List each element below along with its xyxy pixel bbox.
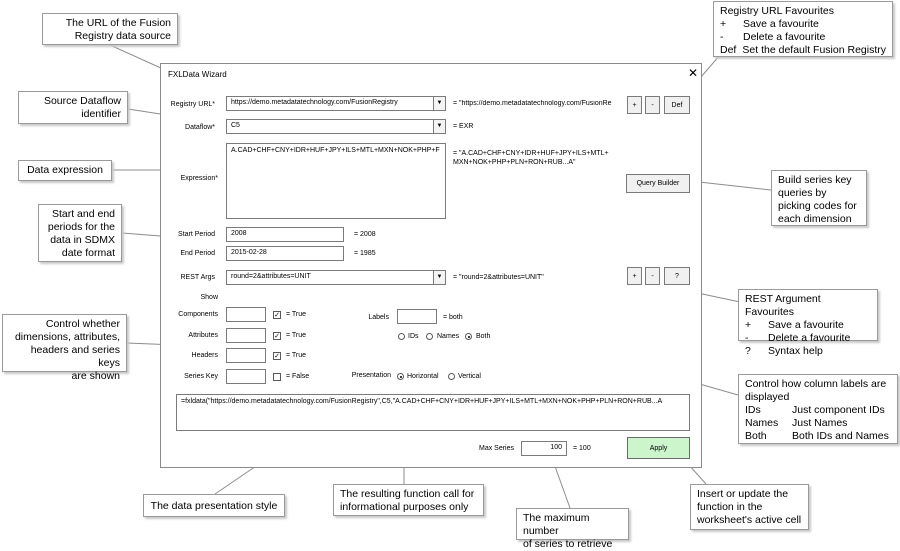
max-series-echo: = 100 <box>573 445 591 452</box>
headers-echo: = True <box>286 352 307 359</box>
expression-textarea[interactable]: A.CAD+CHF+CNY+IDR+HUF+JPY+ILS+MTL+MXN+NOK+PHP+F <box>226 143 446 219</box>
presentation-vertical-option: Vertical <box>458 373 481 380</box>
rest-save-favourite-button[interactable]: + <box>627 267 642 285</box>
max-series-label: Max Series <box>478 445 514 452</box>
callout-labels: Control how column labels are displayed IDs Just component IDs Names Just Names Both Both IDs and Names <box>738 374 898 444</box>
callout-max-series: The maximum number of series to retrieve <box>516 508 629 540</box>
attributes-checkbox[interactable]: ✓ <box>274 333 280 340</box>
registry-url-echo: = "https://demo.metadatatechnology.com/FusionRe <box>453 100 612 107</box>
attributes-label: Attributes <box>188 332 218 339</box>
callout-periods: Start and end periods for the data in SDMX date format <box>38 204 122 262</box>
callout-query-builder: Build series key queries by picking codes for each dimension <box>771 170 867 226</box>
chevron-down-icon[interactable]: ▼ <box>433 271 445 284</box>
rest-syntax-help-button[interactable]: ? <box>664 267 690 285</box>
chevron-down-icon[interactable]: ▼ <box>433 97 445 110</box>
headers-checkbox[interactable]: ✓ <box>274 353 280 360</box>
dataflow-label: Dataflow* <box>185 124 215 131</box>
end-period-label: End Period <box>180 250 215 257</box>
callout-registry-favourites: Registry URL Favourites + Save a favourite - Delete a favourite Def Set the default Fusion Registry <box>713 1 893 57</box>
attributes-input[interactable] <box>226 328 266 343</box>
callout-function-call: The resulting function call for informational purposes only <box>333 484 484 516</box>
series-key-input[interactable] <box>226 369 266 384</box>
query-builder-button[interactable]: Query Builder <box>626 174 690 193</box>
presentation-label: Presentation <box>351 372 391 379</box>
callout-expression: Data expression <box>18 160 112 181</box>
labels-names-option: Names <box>437 333 460 340</box>
labels-echo: = both <box>443 314 463 321</box>
callout-rest-favourites: REST Argument Favourites + Save a favourite - Delete a favourite ? Syntax help <box>738 289 878 341</box>
rest-args-echo: = "round=2&attributes=UNIT" <box>453 274 544 281</box>
end-period-echo: = 1985 <box>354 250 376 257</box>
rest-args-label: REST Args <box>180 274 215 281</box>
close-icon[interactable]: ✕ <box>688 66 699 80</box>
start-period-input[interactable]: 2008 <box>226 227 344 242</box>
end-period-input[interactable]: 2015-02-28 <box>226 246 344 261</box>
series-key-echo: = False <box>286 373 310 380</box>
presentation-horizontal-option: Horizontal <box>407 373 439 380</box>
callout-presentation: The data presentation style <box>143 494 285 517</box>
dialog-title: FXLData Wizard <box>168 70 227 79</box>
registry-delete-favourite-button[interactable]: - <box>645 96 660 114</box>
rest-args-combo[interactable]: round=2&attributes=UNIT ▼ <box>226 270 446 285</box>
labels-label: Labels <box>368 314 389 321</box>
registry-url-label: Registry URL* <box>170 101 215 108</box>
components-checkbox[interactable]: ✓ <box>274 312 280 319</box>
registry-set-default-button[interactable]: Def <box>664 96 690 114</box>
series-key-label: Series Key <box>184 373 218 380</box>
labels-ids-radio[interactable] <box>398 333 405 340</box>
max-series-input[interactable]: 100 <box>521 441 567 456</box>
apply-button[interactable]: Apply <box>627 437 690 459</box>
labels-both-option: Both <box>476 333 491 340</box>
labels-ids-option: IDs <box>408 333 419 340</box>
callout-apply: Insert or update the function in the worksheet's active cell <box>690 484 809 530</box>
labels-input[interactable] <box>397 309 437 324</box>
labels-names-radio[interactable] <box>426 333 433 340</box>
components-label: Components <box>178 311 218 318</box>
headers-input[interactable] <box>226 348 266 363</box>
dataflow-echo: = EXR <box>453 123 474 130</box>
show-label: Show <box>200 294 218 301</box>
chevron-down-icon[interactable]: ▼ <box>433 120 445 133</box>
callout-registry-url: The URL of the Fusion Registry data source <box>42 13 178 45</box>
formula-preview[interactable]: =fxldata("https://demo.metadatatechnology.com/FusionRegistry",C5,"A.CAD+CHF+CNY+IDR+HUF+JPY+ILS+MTL+MXN+NOK+PHP+PLN+RON+RUB...A <box>176 394 690 431</box>
attributes-echo: = True <box>286 332 307 339</box>
components-input[interactable] <box>226 307 266 322</box>
callout-dataflow: Source Dataflow identifier <box>18 91 128 124</box>
headers-label: Headers <box>191 352 218 359</box>
fxldata-wizard-dialog <box>160 63 702 468</box>
rest-delete-favourite-button[interactable]: - <box>645 267 660 285</box>
presentation-vertical-radio[interactable] <box>448 373 455 380</box>
presentation-horizontal-radio[interactable] <box>397 373 404 380</box>
dataflow-combo[interactable]: C5 ▼ <box>226 119 446 134</box>
start-period-label: Start Period <box>178 231 215 238</box>
registry-save-favourite-button[interactable]: + <box>627 96 642 114</box>
expression-label: Expression* <box>180 175 218 182</box>
start-period-echo: = 2008 <box>354 231 376 238</box>
series-key-checkbox[interactable] <box>273 373 281 381</box>
expression-echo: = "A.CAD+CHF+CNY+IDR+HUF+JPY+ILS+MTL+ MXN+NOK+PHP+PLN+RON+RUB...A" <box>453 150 609 166</box>
labels-both-radio[interactable] <box>465 333 472 340</box>
components-echo: = True <box>286 311 307 318</box>
callout-show: Control whether dimensions, attributes, headers and series keys are shown <box>2 314 127 372</box>
registry-url-combo[interactable]: https://demo.metadatatechnology.com/FusionRegistry ▼ <box>226 96 446 111</box>
